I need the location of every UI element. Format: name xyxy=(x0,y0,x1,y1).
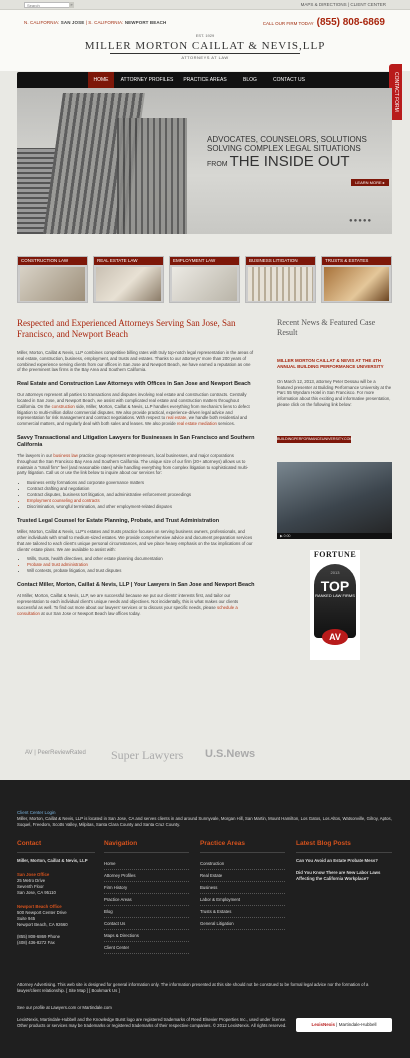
footer-link-real-estate[interactable]: Real Estate xyxy=(200,870,285,882)
office-locations xyxy=(24,20,166,25)
address-line: Suite 945 xyxy=(17,916,36,921)
footer-link-maps[interactable]: Maps & Directions xyxy=(104,930,189,942)
section-heading: Contact Miller, Morton, Caillat & Nevis, LLP | Your Lawyers in San Jose and Newport Beach xyxy=(17,582,255,589)
tile-trusts-estates[interactable] xyxy=(321,256,392,303)
awards-logos xyxy=(17,748,255,766)
hero-headline: ADVOCATES, COUNSELORS, SOLUTIONS xyxy=(207,135,367,144)
blog-post-link[interactable]: Did You Know There are New Labor Laws Affecting the California Workplace? xyxy=(296,870,381,881)
text: At Miller, Morton, Caillat & Nevis, LLP, we are successful because we put our clients' interests first, and tailor our representation to each individual client's unique needs and objectives. Not incidentally, this is what makes our clients successful as well. To find out more about our lawyers' services or to discuss your specific needs, please xyxy=(17,593,239,610)
phone-number[interactable]: (855) 808-6869 xyxy=(316,17,385,28)
building-image xyxy=(117,118,187,234)
practice-area-tiles xyxy=(17,256,392,303)
learn-more-button[interactable]: LEARN MORE ▸ xyxy=(351,179,389,186)
address-line: 25 Metro Drive xyxy=(17,878,46,883)
footer-practice-list xyxy=(200,852,285,930)
list-item: • Will contests, probate litigation, and trust disputes xyxy=(27,568,255,574)
lexis-text: LexisNexis xyxy=(311,1022,336,1027)
tile-label: BUSINESS LITIGATION xyxy=(246,257,315,265)
text: The lawyers in our xyxy=(17,452,53,458)
top-links[interactable]: MAPS & DIRECTIONS | CLIENT CENTER xyxy=(300,2,386,7)
text: services. xyxy=(218,421,235,427)
business-law-link[interactable]: business law xyxy=(53,452,78,458)
office-sanjose: SAN JOSE xyxy=(60,20,85,25)
hero-inside-out: THE INSIDE OUT xyxy=(229,153,350,170)
footer-link-client-center[interactable]: Client Center xyxy=(104,942,189,954)
nav-attorney-profiles[interactable]: ATTORNEY PROFILES xyxy=(120,77,174,83)
section-paragraph xyxy=(17,392,255,427)
construction-link[interactable]: construction xyxy=(51,403,75,409)
badge-year: 2013 xyxy=(330,570,340,575)
contact-form-tab[interactable]: CONTACT FORM xyxy=(389,64,402,120)
martindale-text: | Martindale-Hubbell xyxy=(336,1022,377,1027)
martindale-logo[interactable]: AV | PeerReviewRated xyxy=(25,750,86,756)
footer-link-attorneys[interactable]: Attorney Profiles xyxy=(104,870,189,882)
top-bar xyxy=(0,0,410,10)
search-input[interactable]: Search xyxy=(24,2,70,8)
text: side, Miller, Morton, Caillat & Nevis, LLP handles everything from mechanic's liens to defect litigation to multi-million dollar commercial disputes. We also provide practical, experience-driven legal advice and representation for risk management and contract negotiations. With respect to xyxy=(17,403,250,421)
footer-nav-list xyxy=(104,852,189,954)
footer-contact xyxy=(17,852,95,946)
footer-link-history[interactable]: Firm History xyxy=(104,882,189,894)
hero-from: FROM xyxy=(207,161,228,168)
hero-banner xyxy=(17,88,392,234)
trusts-image xyxy=(324,267,389,301)
client-login-link[interactable]: Client Center Login xyxy=(17,810,56,815)
slider-dots[interactable]: ●●●●● xyxy=(349,218,373,224)
footer-link-business[interactable]: Business xyxy=(200,882,285,894)
section-paragraph xyxy=(17,593,255,616)
tile-label: CONSTRUCTION LAW xyxy=(18,257,87,265)
footer-heading-contact: Contact xyxy=(17,840,42,847)
hero-tagline xyxy=(207,153,350,170)
news-headline[interactable]: MILLER MORTON CAILLAT & NEVIS AT THE 4TH ANNUAL BUILDING PERFORMANCE UNIVERSITY xyxy=(277,358,384,369)
sanjose-office-label: San Jose Office xyxy=(17,872,50,877)
footer-blog-list xyxy=(296,852,392,882)
call-label: CALL OUR FIRM TODAY xyxy=(262,21,314,26)
bpu-link-button[interactable]: BUILDINGPERFORMANCEUNIVERSITY.COM xyxy=(277,437,353,441)
section-heading: Trusted Legal Counsel for Estate Planning, Probate, and Trust Administration xyxy=(17,518,220,525)
footer-link-labor[interactable]: Labor & Employment xyxy=(200,894,285,906)
page-title: Respected and Experienced Attorneys Serving San Jose, San Francisco, and Newport Beach xyxy=(17,318,236,339)
intro-paragraph: Miller, Morton, Caillat & Nevis, LLP combines competitive billing rates with truly top-notch legal representation in the areas of real estate, construction, business, employment, and trusts and estates. Thanks to our attorneys' more than 200 years of combined experience serving clients from our offices in San Jose and Newport Beach, we have earned a reputation as one of the preeminent law firms in the Bay Area and Southern California. xyxy=(17,350,254,373)
profile-links[interactable]: See our profile at Lawyers.com or Martindale.com xyxy=(17,1005,112,1010)
footer-firm-name: Miller, Morton, Caillat & Nevis, LLP xyxy=(17,858,88,863)
footer-link-trusts[interactable]: Trusts & Estates xyxy=(200,906,285,918)
text: Our attorneys represent all parties to transactions and disputes involving real estate and construction contracts. Centrally located in San Jose, and Newport Beach, we assist with complicated real estate and construction matters throughout California. On the xyxy=(17,392,247,409)
footer-link-blog[interactable]: Blog xyxy=(104,906,189,918)
tile-real-estate-law[interactable] xyxy=(93,256,164,303)
main-nav xyxy=(17,72,392,88)
firm-logo[interactable]: MILLER MORTON CAILLAT & NEVIS,LLP xyxy=(84,40,326,52)
video-controls[interactable]: ▶ 0:00 xyxy=(277,533,392,539)
address-line: Seventh Floor xyxy=(17,884,44,889)
footer-link-litigation[interactable]: General Litigation xyxy=(200,918,285,930)
list-item: • Business entity formations and corporate governance matters xyxy=(27,480,255,486)
section-paragraph: Miller, Morton, Caillat & Nevis, LLP's estates and trusts practice focuses on serving business owners, professionals, and other individuals with small to medium-sized estates. We provide comprehensive advice and document preparation services that are tailored to each client's unique personal circumstances, and we place heavy emphasis on the tax implications of our clients' estate plans. We are available to assist with: xyxy=(17,529,253,552)
firm-subtitle: ATTORNEYS AT LAW xyxy=(181,55,229,60)
footer-link-practice[interactable]: Practice Areas xyxy=(104,894,189,906)
search-button[interactable]: » xyxy=(70,2,73,7)
hero-subheadline: SOLVING COMPLEX LEGAL SITUATIONS xyxy=(207,144,361,153)
text: we handle both residential and commercial matters, and regularly deal with both sales and leases. We also provide xyxy=(17,415,248,427)
usnews-logo[interactable]: U.S.News xyxy=(205,748,256,760)
employment-image xyxy=(172,267,237,301)
nav-blog[interactable]: BLOG xyxy=(243,77,257,83)
superlawyers-logo[interactable]: Super Lawyers xyxy=(111,748,184,762)
tile-construction-law[interactable] xyxy=(17,256,88,303)
badge-ranked: RANKED LAW FIRMS xyxy=(315,593,355,598)
blog-post-link[interactable]: Can You Avoid an Estate Probate Mess? xyxy=(296,858,378,863)
footer-phone[interactable]: (855) 808-6869 Phone xyxy=(17,934,61,939)
address-line: Newport Beach, CA 92660 xyxy=(17,922,68,927)
address-line: San Jose, CA 95110 xyxy=(17,890,56,895)
real-estate-image xyxy=(96,267,161,301)
nav-practice-areas[interactable]: PRACTICE AREAS xyxy=(183,77,227,83)
services-list xyxy=(27,480,255,510)
list-item: • Contract drafting and negotiation xyxy=(27,486,255,492)
av-rating-icon: AV xyxy=(322,629,348,645)
section-heading: Real Estate and Construction Law Attorneys with Offices in San Jose and Newport Beach xyxy=(17,381,251,388)
footer-heading-practice: Practice Areas xyxy=(200,840,245,847)
section-heading: Savvy Transactional and Litigation Lawyers for Businesses in San Francisco and Southern California xyxy=(17,434,255,448)
news-paragraph: On March 12, 2013, attorney Peter Dessau will be a featured presenter at Building Performance University at the Parc 55 Wyndam Hotel in San Francisco. For more information about this exciting and informative presentation, please click on the following link below: xyxy=(277,379,392,407)
list-item: • Discrimination, wrongful termination, and other employment-related disputes xyxy=(27,504,255,510)
sidebar xyxy=(277,318,392,642)
tile-label: TRUSTS & ESTATES xyxy=(322,257,391,265)
footer-heading-blog: Latest Blog Posts xyxy=(296,840,351,847)
footer-heading-navigation: Navigation xyxy=(104,840,138,847)
logo-divider xyxy=(110,53,300,54)
sidebar-heading: Recent News & Featured Case Result xyxy=(277,318,376,337)
text: at our San Jose or Newport Beach law offices today. xyxy=(41,610,141,616)
section-paragraph xyxy=(17,453,255,476)
construction-image xyxy=(20,267,85,301)
office-label-south: | S. CALIFORNIA: xyxy=(85,20,124,25)
disclaimer: Attorney Advertising. This web site is designed for general information only. The information presented at this site should not be construed to be formal legal advice nor the formation of a lawyer/client relationship. [ Site Map ] [ Bookmark Us ] xyxy=(17,982,369,993)
main-content xyxy=(17,318,255,617)
text: practice group represent entrepreneurs, local businesses, and major corporations throughout the San Francisco Bay Area and Southern California. The unique size of our firm (20+ attorneys) allows us to maintain a "small firm" feel (and reasonable rates) while handling everything from complex litigation to sophisticated multi-party litigation. Call us or use the link below to inquire about our services for: xyxy=(17,452,249,476)
tile-business-litigation[interactable] xyxy=(245,256,316,303)
consultation-link[interactable]: schedule a consultation xyxy=(17,604,238,616)
mediation-link[interactable]: real estate mediation xyxy=(176,421,217,427)
newport-office-label: Newport Beach Office xyxy=(17,904,62,909)
real-estate-link[interactable]: real estate, xyxy=(166,415,188,421)
tile-label: REAL ESTATE LAW xyxy=(94,257,163,265)
list-item: • Contract disputes, business tort litigation, and administrative enforcement proceedings xyxy=(27,492,255,498)
list-item: • Wills, trusts, health directives, and other estate planning documentation xyxy=(27,556,255,562)
nav-contact-us[interactable]: CONTACT US xyxy=(272,77,306,83)
footer-intro: Miller, Morton, Caillat & Nevis, LLP is located in San Jose, CA and serves clients in and around Sunnyvale, Morgan Hill, San Martin, Mount Hamilton, Los Gatos, Los Altos, Watsonville, Gilroy, Aptos, Soquel, Freedom, Scotts Valley, Milpitas, Santa Clara County and Santa Cruz County. xyxy=(17,816,392,827)
badge-top: TOP xyxy=(320,578,350,594)
footer-link-contact[interactable]: Contact Us xyxy=(104,918,189,930)
list-item[interactable]: • Employment counseling and contracts xyxy=(27,498,255,504)
office-newport: NEWPORT BEACH xyxy=(124,20,167,25)
nav-home[interactable]: HOME xyxy=(88,72,114,88)
footer-fax: (408) 436-8272 Fax xyxy=(17,940,55,945)
estate-list xyxy=(27,556,255,574)
office-label-north: N. CALIFORNIA: xyxy=(24,20,60,25)
est-label: EST. 1929 xyxy=(195,33,215,38)
footer-link-construction[interactable]: Construction xyxy=(200,858,285,870)
fortune-title: FORTUNE xyxy=(313,550,357,559)
address-line: 500 Newport Center Drive xyxy=(17,910,67,915)
phone-callout xyxy=(263,17,385,28)
legal-notice: LexisNexis, Martindale-Hubbell and the Knowledge Burst logo are registered trademarks of Reed Elsevier Properties Inc., used under license. Other products or services may be trademarks or registered trademarks of their respective companies. © 2012 LexisNexis. All rights reserved. xyxy=(17,1017,287,1028)
video-player[interactable] xyxy=(277,462,392,539)
tile-employment-law[interactable] xyxy=(169,256,240,303)
courthouse-image xyxy=(248,267,313,301)
top-ranked-badge xyxy=(314,564,356,638)
fortune-badge xyxy=(310,550,360,660)
list-item[interactable]: • Probate and trust administration xyxy=(27,562,255,568)
footer-link-home[interactable]: Home xyxy=(104,858,189,870)
footer xyxy=(0,780,410,1058)
lexisnexis-logo[interactable] xyxy=(296,1018,392,1032)
tile-label: EMPLOYMENT LAW xyxy=(170,257,239,265)
